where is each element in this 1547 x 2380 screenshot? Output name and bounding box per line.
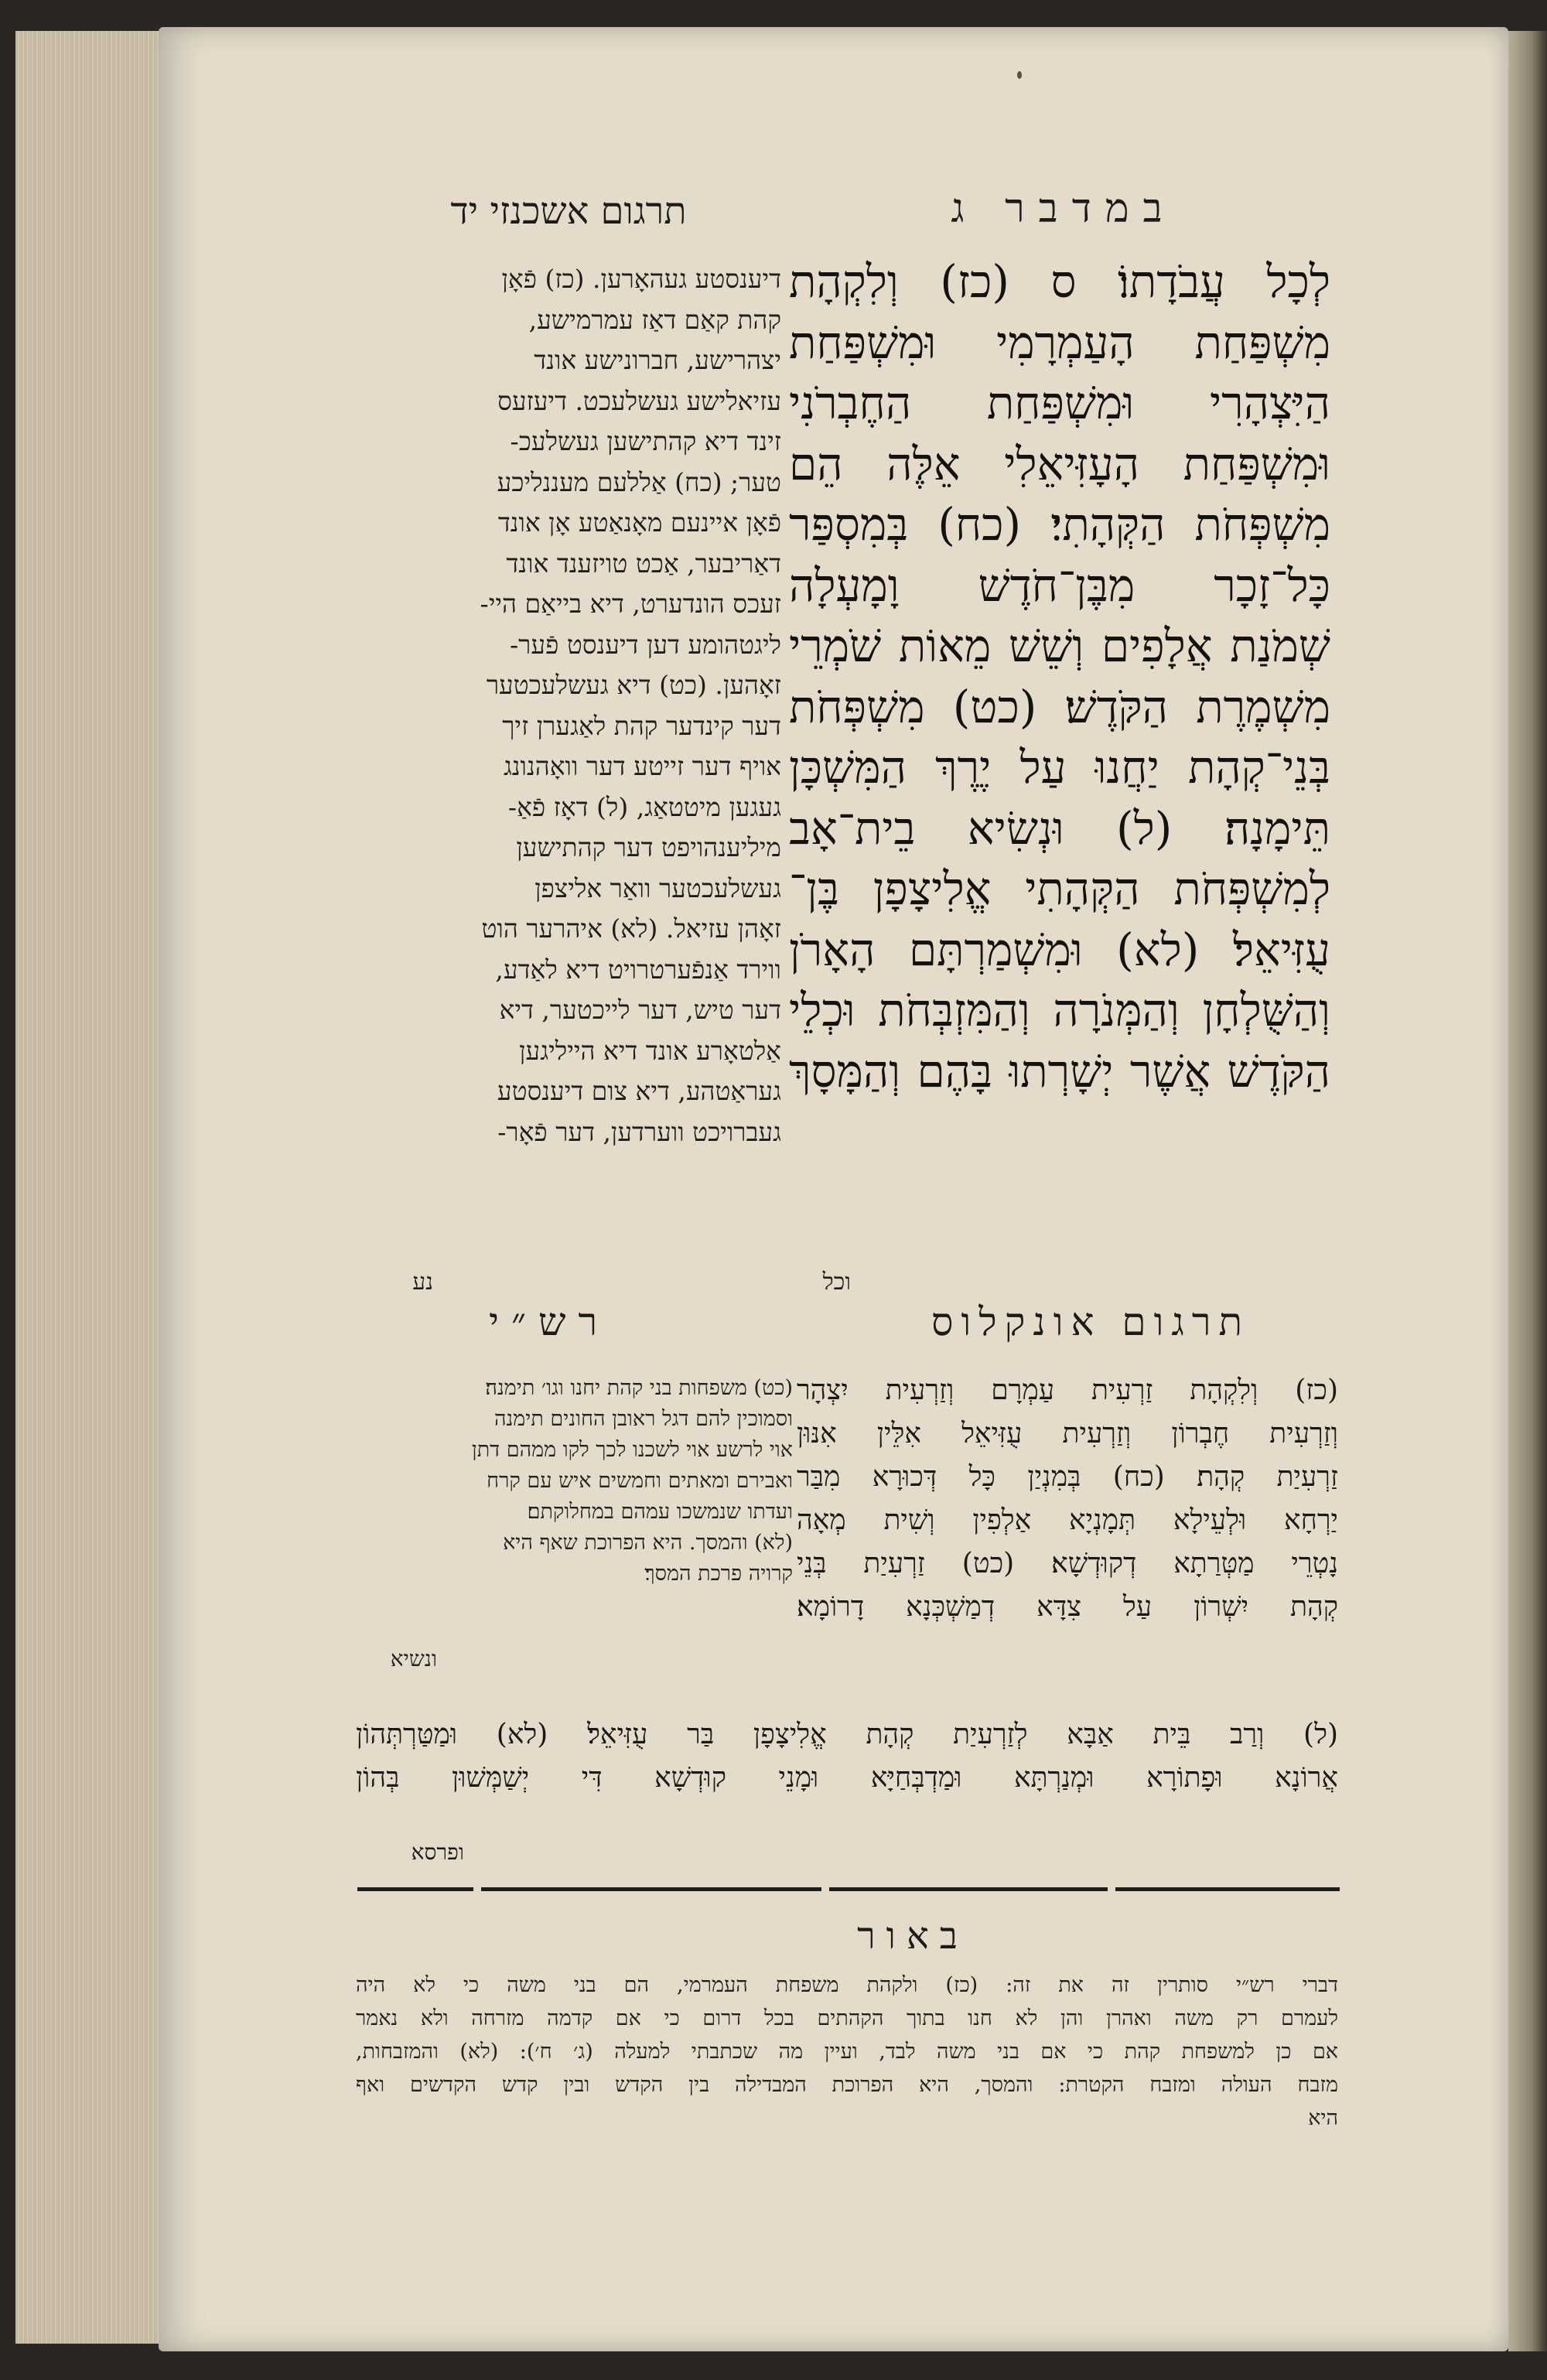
translation-line: קהת קאַם דאַז עמרמישע,: [528, 304, 781, 335]
translation-line: געשלעכטער וואַר אליצפן: [534, 872, 781, 903]
verse-line: שְׁמֹנַת אֲלָפִים וְשֵׁשׁ מֵאוֹת שֹׁמְרֵי: [789, 620, 1330, 672]
commentary-line: קרויה פרכת המסך׃: [644, 1562, 793, 1586]
translation-line: ליגטהומע דען דיענסט פֿער-: [510, 629, 781, 660]
book-spine-edge: [1508, 31, 1547, 2351]
biur-commentary: [356, 1969, 1338, 2135]
translation-line: פֿאָן איינעם מאָנאַטע אָן אונד: [497, 507, 781, 538]
commentary-line: אוי לרשע אוי לשכנו לכך לקו ממהם דתן: [471, 1438, 793, 1462]
targum-line: אֲרוֹנָא וּפָתוֹרָא וּמְנַרְתָּא וּמַדְבְּחַיָּא וּמָנֵי קוּדְשָׁא דִּי יְשַׁמְּשׁוּן בְּהוֹן: [356, 1762, 1338, 1794]
commentary-line: ועדתו שנמשכו עמהם במחלוקתם׃: [527, 1500, 793, 1524]
onkelos-heading: תרגום אונקלוס: [931, 1299, 1250, 1344]
translation-line: דיענסטע געהאָרען. (כז) פֿאָן: [501, 264, 781, 294]
verse-line: וְהַשֻּׁלְחָן וְהַמְּנֹרָה וְהַמִּזְבְּחֹת וּכְלֵי: [789, 984, 1330, 1036]
translation-line: מיליענהויפט דער קהתישען: [516, 832, 781, 862]
divider-rule: [357, 1887, 473, 1891]
divider-rule: [481, 1887, 821, 1891]
translation-line: געגען מיטטאַג, (ל) דאָז פֿאַ-: [507, 791, 781, 822]
targum-line: זַרְעִיַת קְהָת׃ (כח) בְּמִנְיַן כָּל דְּכוּרָא מִבַּר: [797, 1461, 1338, 1493]
commentary-line: אם כן למשפחת קהת כי אם בני משה לבד, ועיין מה שכתבתי למעלה (ג׳ ח׳): (לא) והמזבחות,: [356, 2040, 1338, 2064]
translation-line: זעכס הונדערט, דיא בייאַם היי-: [480, 589, 781, 619]
translation-line: דאַריבער, אַכט טויזענד אונד: [506, 548, 781, 579]
targum-line: נָטְרֵי מַטְּרַתָא דְקוּדְשָׁא׃ (כט) זַרְעִיַת בְּנֵי: [797, 1548, 1338, 1579]
commentary-line: וסמוכין להם דגל ראובן החונים תימנה: [493, 1407, 793, 1431]
verse-line: לְמִשְׁפְּחֹת הַקְּהָתִי אֱלִיצָפָן בֶּן־: [789, 862, 1330, 915]
translation-line: געברויכט ווערדען, דער פֿאָר-: [497, 1116, 781, 1147]
commentary-line: מזבח העולה ומזבח הקטרת: והמסך, היא הפרוכת המבדילה בין הקדש ובין קדש הקדשים ואף: [356, 2073, 1338, 2097]
catchword-rashi: ונשיא: [390, 1646, 437, 1671]
biur-heading: באור: [857, 1914, 968, 1958]
verse-line: כָּל־זָכָר מִבֶּן־חֹדֶשׁ וָמָעְלָה: [789, 558, 1330, 612]
commentary-line: (כט) משפחות בני קהת יחנו וגו׳ תימנה׃: [485, 1376, 793, 1400]
translation-line: זאָהן עזיאל. (לא) איהרער הוט: [481, 913, 781, 944]
translation-line: זינד דיא קהתישען געשלעכ-: [510, 426, 781, 456]
divider-rule: [1115, 1887, 1340, 1891]
verse-line: מִשְׁפְּחֹת הַקְּהָתִי׃ (כח) בְּמִסְפַּר: [789, 498, 1330, 551]
verse-line: תֵּימָנָה׃ (ל) וּנְשִׂיא בֵית־אָב: [789, 801, 1330, 855]
verse-line: עֻזִּיאֵל׃ (לא) וּמִשְׁמַרְתָּם הָאָרֹן: [789, 923, 1330, 976]
targum-line: (כז) וְלִקְהָת זַרְעִית עַמְרָם וְזַרְעִית יִצְהָר: [797, 1374, 1338, 1406]
verse-line: מִשְׁפַּחַת הָעַמְרָמִי וּמִשְׁפַּחַת: [789, 316, 1330, 369]
translation-line: דער טיש, דער לייכטער, דיא: [499, 995, 781, 1025]
book-page-edges: [15, 31, 182, 2344]
translation-line: עזיאלישע געשלעכט. דיעזעס: [497, 385, 781, 416]
onkelos-targum-continued: [356, 1713, 1338, 1800]
commentary-line: ואבירם ומאתים וחמשים איש עם קרח: [487, 1469, 793, 1493]
translation-line: ווירד אַנפֿערטרויט דיא לאַדע,: [495, 954, 781, 985]
page-speck: [1017, 71, 1022, 79]
verse-line: וּמִשְׁפַּחַת הָעָזִּיאֵלִי אֵלֶּה הֵם: [789, 437, 1330, 490]
translation-line: זאָהען. (כט) דיא געשלעכטער: [486, 670, 781, 700]
catchword-translation: נע: [412, 1269, 433, 1296]
running-head-book-chapter: במדבר ג: [951, 186, 1176, 232]
running-head-translation: תרגום אשכנזי יד: [450, 190, 687, 233]
translation-line: טער; (כח) אַללעם מעננליכע: [497, 466, 781, 497]
targum-line: (ל) וְרַב בֵּית אַבָּא לְזַרְעִיַת קְהָת אֱלִיצָפָן בַּר עֻזִּיאֵל׃ (לא) וּמַטַּרְתְּהוֹן: [356, 1719, 1338, 1750]
targum-line: יַרְחָא וּלְעֵילָא תְּמָנְיָא אַלְפִין וְשִׁית מְאָה: [797, 1504, 1338, 1536]
verse-line: הַיִּצְהָרִי וּמִשְׁפַּחַת הַחֶבְרֹנִי: [789, 377, 1330, 429]
verse-line: מִשְׁמֶרֶת הַקֹּדֶשׁ׃ (כט) מִשְׁפְּחֹת: [789, 680, 1330, 733]
translation-line: אַלטאָרע אונד דיא הייליגען: [519, 1035, 781, 1066]
onkelos-targum: [797, 1369, 1338, 1629]
rashi-heading: רש״י: [488, 1299, 610, 1344]
translation-line: אויף דער זייטע דער וואָהנונג: [503, 751, 781, 781]
translation-line: דער קינדער קהת לאַגערן זיך: [502, 710, 781, 741]
catchword-main-text: וכל: [822, 1269, 851, 1296]
rashi-commentary: [356, 1373, 793, 1590]
commentary-line: דברי רש״י סותרין זה את זה: (כז) ולקהת משפחת העמרמי, הם בני משה כי לא היה: [356, 1973, 1338, 1997]
commentary-line: לעמרם רק משה ואהרן והן לא חנו בתוך הקהתים בכל דרום כי אם קדמה מזרחה ולא נאמר: [356, 2006, 1338, 2030]
hebrew-main-text: [789, 251, 1330, 1101]
translation-line: געראַטהע, דיא צום דיענסטע: [497, 1076, 781, 1106]
translation-line: יצהרישע, חברונישע אונד: [534, 345, 781, 375]
verse-line: הַקֹּדֶשׁ אֲשֶׁר יְשָׁרְתוּ בָּהֶם וְהַמָּסָךְ: [789, 1044, 1330, 1098]
targum-line: קְהָת יִשְׁרוֹן עַל צִדָּא דְמַשְׁכְּנָא דָרוֹמָא׃: [797, 1591, 1338, 1623]
commentary-line: (לא) והמסך. היא הפרוכת שאף היא: [503, 1531, 793, 1555]
divider-rule: [829, 1887, 1108, 1891]
verse-line: בְּנֵי־קְהָת יַחֲנוּ עַל יֶרֶךְ הַמִּשְׁכָּן: [789, 741, 1330, 794]
targum-line: וְזַרְעִית חֶבְרוֹן וְזַרְעִית עֻזִּיאֵל אִלֵּין אִנּוּן: [797, 1418, 1338, 1450]
catchword-onkelos: ופרסא: [411, 1839, 464, 1865]
commentary-line: היא: [1308, 2106, 1338, 2130]
verse-line: לְכָל עֲבֹדָתוֹ׃ ס (כז) וְלִקְהָת: [789, 255, 1330, 308]
german-translation-column: [356, 259, 781, 1152]
